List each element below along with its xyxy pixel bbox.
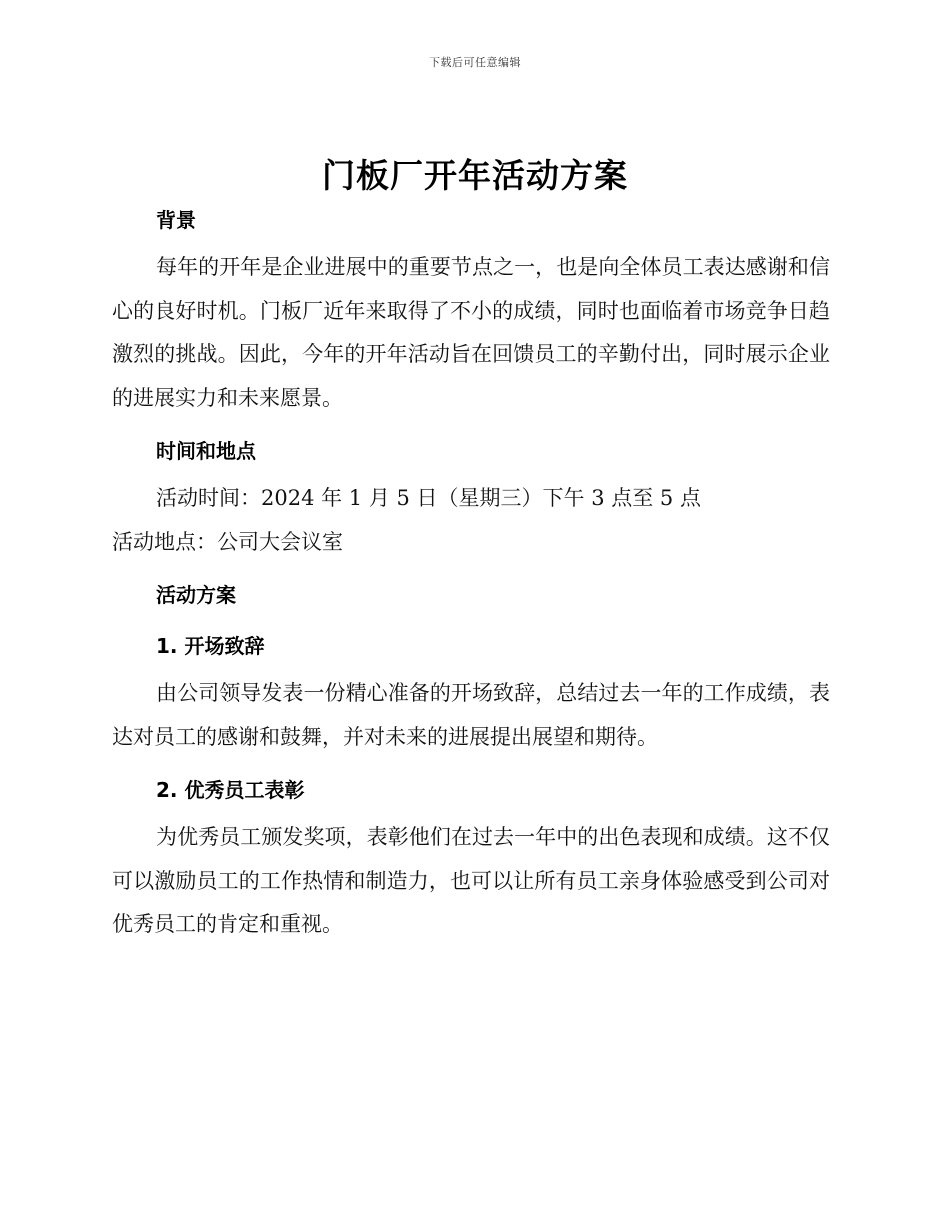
plan-item2-heading: 2. 优秀员工表彰: [156, 778, 305, 802]
plan-item2-paragraph: 为优秀员工颁发奖项，表彰他们在过去一年中的出色表现和成绩。这不仅可以激励员工的工作热情和制造力，也可以让所有员工亲身体验感受到公司对优秀员工的肯定和重视。: [112, 825, 830, 936]
event-place-line: 活动地点：公司大会议室: [112, 529, 343, 554]
section-heading-time-place: 时间和地点: [156, 439, 256, 463]
document-title: 门板厂开年活动方案: [322, 156, 628, 195]
event-time-line: 活动时间：2024 年 1 月 5 日（星期三）下午 3 点至 5 点: [156, 486, 701, 510]
section-heading-plan: 活动方案: [156, 583, 236, 607]
page-header-note: 下载后可任意编辑: [429, 56, 521, 69]
plan-item1-heading: 1. 开场致辞: [156, 634, 265, 658]
plan-item1-paragraph: 由公司领导发表一份精心准备的开场致辞，总结过去一年的工作成绩，表达对员工的感谢和鼓舞，并对未来的进展提出展望和期待。: [112, 681, 830, 749]
section-heading-background: 背景: [156, 208, 196, 232]
background-paragraph: 每年的开年是企业进展中的重要节点之一，也是向全体员工表达感谢和信心的良好时机。门板厂近年来取得了不小的成绩，同时也面临着市场竞争日趋激烈的挑战。因此，今年的开年活动旨在回馈员工的辛勤付出，同时展示企业的进展实力和未来愿景。: [112, 255, 830, 410]
document-body: [112, 200, 830, 947]
